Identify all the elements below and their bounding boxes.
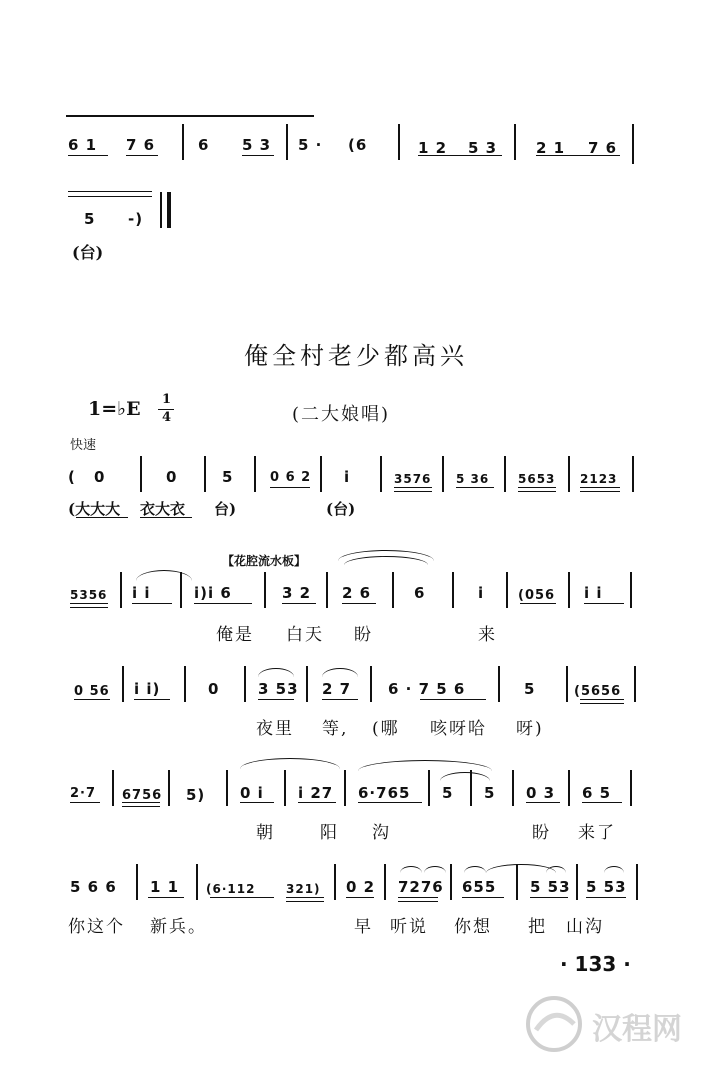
note-group: 1 2 [418,139,448,157]
slur [424,866,446,873]
underline [346,897,374,898]
note-group: 6·765 [358,784,411,802]
note-group: (6·112 [206,882,256,896]
underline [520,603,556,604]
underline [584,603,624,604]
barline [512,770,514,806]
barline [568,770,570,806]
slur [136,570,192,581]
meter-bottom: 4 [162,410,172,425]
note: 5 [84,210,96,228]
note-group: 7276 [398,878,444,896]
barline [630,770,632,806]
percussion-syllables: (大大大 [68,500,121,518]
slur [464,866,486,873]
underline [70,607,108,608]
note-group: 5 · [298,136,323,154]
note-group: 7 6 [126,136,156,154]
slur [322,668,358,677]
percussion-syllables: 台) [214,500,237,518]
underline [398,897,438,898]
note: 0 [208,680,220,698]
note-group: 0 6 2 [270,470,312,485]
note-group: 0 56 [74,684,110,699]
note-group: (5656 [574,684,622,699]
underline [580,491,620,492]
note-group: 0 i [240,784,264,802]
barline [470,770,472,806]
barline [504,456,506,492]
underline [586,897,626,898]
lyric: 把 [528,917,547,937]
lyric: 你想 [454,917,492,937]
end-barline [167,192,171,228]
underline [74,699,110,700]
underline [68,155,108,156]
note-group: 655 [462,878,497,896]
note-group: 5 53 [586,878,627,896]
barline [320,456,322,492]
note-group: i i) [134,680,161,698]
underline [342,603,376,604]
barline [384,864,386,900]
slur [400,866,422,873]
underline [242,155,274,156]
lyric: 早 [354,917,373,937]
barline [398,124,400,160]
lyric: 咳呀哈 [430,719,487,739]
barline [450,864,452,900]
note: 5 [442,784,454,802]
barline [566,666,568,702]
barline [370,666,372,702]
underline [418,155,502,156]
barline [576,864,578,900]
note-group: i)i 6 [194,584,232,602]
cue-label: (台) [72,243,104,262]
top-staff-line1 [0,0,710,170]
percussion-syllables: 衣大衣 [140,500,186,518]
barline [514,124,516,160]
underline [322,699,358,700]
note-group: 3 53 [258,680,299,698]
lyric: 等, [322,719,349,739]
barline [428,770,430,806]
barline [180,572,182,608]
underline [394,487,432,488]
note-group: 6756 [122,788,163,803]
lyric: 盼 [532,823,551,843]
note-group: 7 6 [588,139,618,157]
barline [452,572,454,608]
underline [398,901,438,902]
note-group: 2 1 [536,139,566,157]
slur [546,866,566,873]
barline [634,666,636,702]
barline [182,124,184,160]
lyric: 你这个 [68,917,125,937]
barline [160,192,162,228]
lyric: 夜里 [256,719,294,739]
underline [148,897,184,898]
underline [420,699,486,700]
lyric: 新兵。 [150,917,207,937]
underline [580,699,624,700]
barline [184,666,186,702]
barline [244,666,246,702]
barline [112,770,114,806]
barline [136,864,138,900]
note-group: 3576 [394,472,432,486]
barline [120,572,122,608]
underline [580,487,620,488]
slur [604,866,624,873]
underline [132,603,172,604]
note: ( [68,468,76,486]
barline [284,770,286,806]
underline [394,491,432,492]
lyric: 来 [478,625,497,645]
barline [442,456,444,492]
lyric: (哪 [372,719,400,739]
barline [168,770,170,806]
underline [210,897,274,898]
underline [240,802,274,803]
underline [70,802,100,803]
barline [344,770,346,806]
note-group: 2 7 [322,680,352,698]
note-group: i i [584,584,603,602]
note-group: 6 · 7 5 6 [388,680,466,698]
underline [134,699,170,700]
barline [380,456,382,492]
underline [122,806,160,807]
underline [258,699,294,700]
meter-top: 1 [162,392,172,407]
note-group: 6 1 [68,136,98,154]
note-group: 1 1 [150,878,180,896]
lyric: 听说 [390,917,428,937]
phrase-line [68,196,152,197]
underline [282,603,316,604]
underline [286,897,324,898]
underline [286,901,324,902]
lyric: 俺是 [216,625,254,645]
barline [264,572,266,608]
note: i [344,468,351,486]
underline [298,802,336,803]
song-title: 俺全村老少都高兴 [244,342,468,370]
note-group: 5 53 [530,878,571,896]
barline [122,666,124,702]
barline [326,572,328,608]
barline [636,864,638,900]
tempo-marking: 快速 [70,438,97,453]
barline [254,456,256,492]
barline [226,770,228,806]
barline [204,456,206,492]
key-signature: 1=♭E [88,398,141,420]
note-group: 6 5 [582,784,612,802]
underline [526,802,560,803]
underline [462,897,504,898]
barline [630,572,632,608]
barline [306,666,308,702]
underline [536,155,620,156]
barline [568,572,570,608]
note-group: 5 3 [468,139,498,157]
underline [518,487,556,488]
underline [582,802,622,803]
note: 6 [414,584,426,602]
percussion-syllables: (台) [326,500,356,518]
lyric: 朝 [256,823,275,843]
lyric: 山沟 [566,917,604,937]
watermark-logo-icon [520,990,590,1060]
underline [358,802,422,803]
lyric: 白天 [286,625,324,645]
barline [140,456,142,492]
underline [194,603,252,604]
barline [196,864,198,900]
note: 0 [94,468,106,486]
underline [456,487,494,488]
note-group: 0 3 [526,784,556,802]
underline [140,517,192,518]
slur [440,772,490,781]
banqiang-label: 【花腔流水板】 [222,554,307,568]
note-group: 5 36 [456,472,490,486]
underline [530,897,568,898]
barline [632,456,634,492]
page-number: · 133 · [560,952,631,976]
note-group: 3 2 [282,584,312,602]
underline [70,603,108,604]
underline [580,703,624,704]
note: -) [128,210,144,228]
note-group: i i [132,584,151,602]
note-group: 2·7 [70,786,97,801]
note-group: 5653 [518,472,556,486]
note-group: (056 [518,588,556,603]
note-group: 0 2 [346,878,376,896]
barline [568,456,570,492]
lyric: 阳 [320,823,339,843]
note-group: i 27 [298,784,334,802]
note: 5 [222,468,234,486]
note: i [478,584,485,602]
lyric: 呀) [516,719,544,739]
barline [516,864,518,900]
barline [498,666,500,702]
note-group: 321) [286,882,321,896]
barline [632,124,634,164]
note-group: 2 6 [342,584,372,602]
note-group: 6 [198,136,210,154]
underline [122,802,160,803]
lyric: 沟 [372,823,391,843]
note: 5 [484,784,496,802]
watermark [520,990,700,1060]
lyric: 盼 [354,625,373,645]
barline [334,864,336,900]
note-group: (6 [348,136,368,154]
phrase-line [68,191,152,192]
lyric: 来了 [578,823,616,843]
singer-label: (二大娘唱) [292,404,391,425]
note-group: 5 6 6 [70,878,117,896]
underline [518,491,556,492]
barline [392,572,394,608]
note-group: 5 3 [242,136,272,154]
note-group: 5356 [70,588,108,602]
underline [76,517,128,518]
watermark-text: 汉程网 [592,1012,682,1047]
slur [240,758,340,769]
underline [270,487,310,488]
note-group: 5) [186,786,206,804]
barline [506,572,508,608]
note: 5 [524,680,536,698]
note-group: 2123 [580,472,618,486]
slur [258,668,294,677]
underline [126,155,158,156]
barline [286,124,288,160]
note: 0 [166,468,178,486]
